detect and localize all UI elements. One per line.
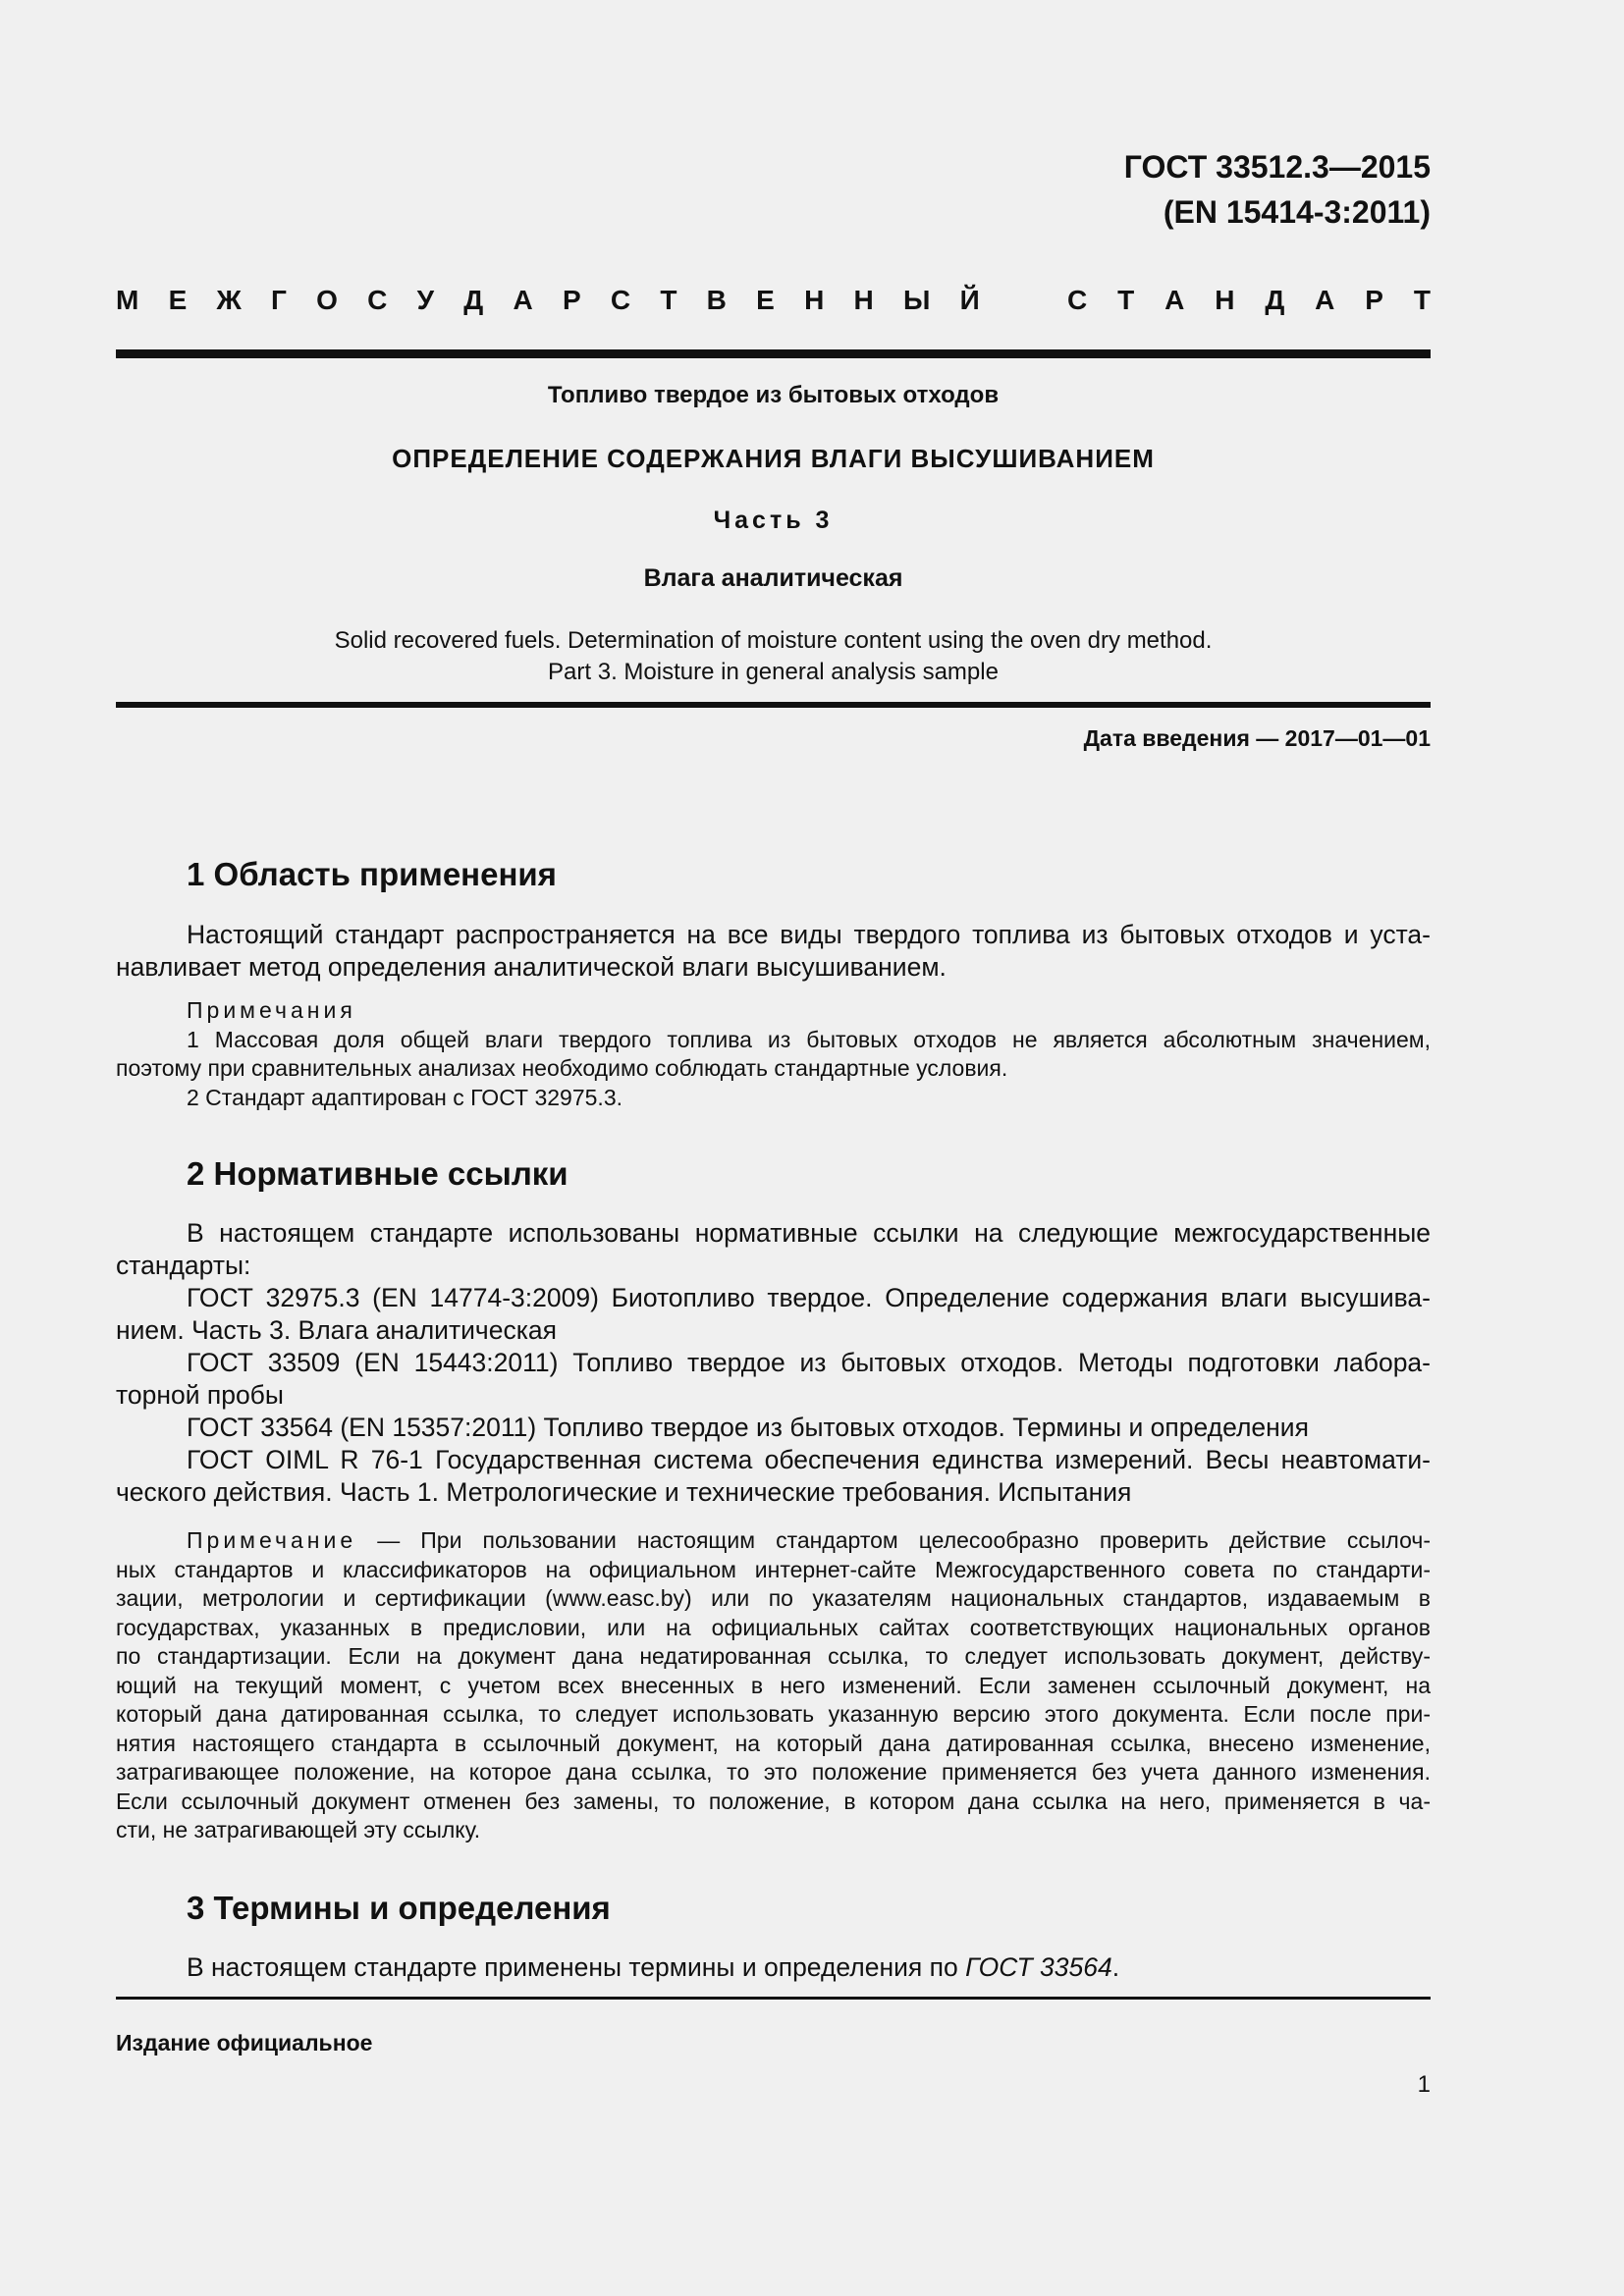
w1-letter: Н [853,285,874,315]
interstate-word-1 [116,285,980,316]
title-line-2: ОПРЕДЕЛЕНИЕ СОДЕРЖАНИЯ ВЛАГИ ВЫСУШИВАНИЕМ [392,444,1155,473]
section-2-note-line-1: ных стандартов и классификаторов на официальном интернет-сайте Межгосударственного совета по стандарти- [116,1556,1431,1582]
section-2-heading: 2 Нормативные ссылки [187,1155,568,1192]
w1-letter: Н [804,285,825,315]
w1-letter: М [116,285,139,315]
w1-letter: С [610,285,631,315]
w2-letter: Н [1215,285,1235,315]
reference-2-line-2: торной пробы [116,1380,284,1410]
reference-1-line-1: ГОСТ 32975.3 (EN 14774-3:2009) Биотопливо твердое. Определение содержания влаги высушива- [187,1283,1431,1312]
title-subtitle: Влага аналитическая [643,564,903,592]
interstate-word-2 [1067,285,1431,316]
section-2-note-line-7: нятия настоящего стандарта в ссылочный документ, на который дана датированная ссылка, внесено изменение, [116,1730,1431,1756]
section-2-body [116,1217,1431,1509]
title-bottom-rule [116,702,1431,708]
w1-letter: Д [463,285,484,315]
w1-letter: Ж [216,285,242,315]
w1-letter: Т [660,285,677,315]
english-title-line-2: Part 3. Moisture in general analysis sample [548,659,999,685]
section-3-heading: 3 Термины и определения [187,1890,611,1926]
w2-letter: А [1315,285,1335,315]
section-3-text: В настоящем стандарте применены термины и определения по [187,1952,966,1982]
en-number: (EN 15414-3:2011) [1163,194,1431,230]
note-label: Примечание [187,1527,357,1553]
w1-letter: А [513,285,533,315]
w2-letter: Д [1265,285,1285,315]
section-2-note-line-5: ющий на текущий момент, с учетом всех внесенных в него изменений. Если заменен ссылочный документ, на [116,1672,1431,1698]
section-2-intro-line-1: В настоящем стандарте использованы нормативные ссылки на следующие межгосударственные [187,1218,1431,1248]
top-thick-rule [116,349,1431,358]
section-2-note [116,1526,1431,1845]
w1-letter: Е [168,285,188,315]
title-line-1: Топливо твердое из бытовых отходов [547,382,1000,408]
official-edition-label: Издание официальное [116,2030,373,2056]
w2-letter: С [1067,285,1088,315]
date-of-introduction: Дата введения — 2017—01—01 [1083,725,1431,751]
reference-1-line-2: нием. Часть 3. Влага аналитическая [116,1315,557,1345]
w1-letter: В [706,285,727,315]
section-2-note-line-10: сти, не затрагивающей эту ссылку. [116,1817,481,1842]
document-page [116,0,1431,2296]
section-1-notes [116,996,1431,1112]
section-1-heading: 1 Область применения [187,856,557,892]
section-3-paragraph [116,1951,1431,1984]
reference-3: ГОСТ 33564 (EN 15357:2011) Топливо твердое из бытовых отходов. Термины и определения [187,1413,1309,1442]
section-2-note-line-6: который дана датированная ссылка, то следует использовать указанную версию этого документа. Если после при- [116,1701,1431,1727]
reference-4-line-2: ческого действия. Часть 1. Метрологические и технические требования. Испытания [116,1477,1132,1507]
section-2-note-line-2: зации, метрологии и сертификации (www.easc.by) или по указателям национальных стандартов, издаваемым в [116,1585,1431,1611]
english-title-line-1: Solid recovered fuels. Determination of moisture content using the oven dry method. [334,627,1213,654]
note-line-0-text: — При пользовании настоящим стандартом целесообразно проверить действие ссылоч- [377,1527,1431,1553]
section-2-note-line-8: затрагивающее положение, на которое дана ссылка, то это положение применяется без учета данного изменения. [116,1759,1431,1785]
interstate-standard-heading [116,285,1431,316]
w1-letter: Р [562,285,581,315]
w1-letter: О [316,285,338,315]
section-1-paragraph [116,919,1431,984]
footer-rule [116,1997,1431,2000]
w1-letter: С [367,285,388,315]
notes-title: Примечания [187,997,356,1023]
english-title [116,625,1431,688]
gost-number: ГОСТ 33512.3—2015 [1123,149,1431,185]
reference-4-line-1: ГОСТ OIML R 76-1 Государственная система обеспечения единства измерений. Весы неавтомати- [187,1445,1431,1474]
section-2-note-line-0 [116,1526,1431,1556]
reference-2-line-1: ГОСТ 33509 (EN 15443:2011) Топливо твердое из бытовых отходов. Методы подготовки лабора- [187,1348,1431,1377]
section-2-note-line-9: Если ссылочный документ отменен без замены, то положение, в котором дана ссылка на него, применяется в ча- [116,1788,1431,1814]
w2-letter: Р [1365,285,1383,315]
w1-letter: Ы [903,285,931,315]
w1-letter: У [416,285,435,315]
section-1-line-2: навливает метод определения аналитической влаги высушиванием. [116,952,947,982]
w2-letter: А [1164,285,1185,315]
section-1-line-1: Настоящий стандарт распространяется на все виды твердого топлива из бытовых отходов и уста- [187,920,1431,949]
section-2-intro-line-2: стандарты: [116,1251,251,1280]
part-label: Часть 3 [713,507,834,534]
note-1-line-1: 1 Массовая доля общей влаги твердого топлива из бытовых отходов не является абсолютным значением, [187,1026,1431,1052]
w2-letter: Т [1413,285,1431,315]
section-3-period: . [1111,1952,1120,1982]
w1-letter: Е [756,285,775,315]
document-number-block [1124,144,1431,235]
note-2: 2 Стандарт адаптирован с ГОСТ 32975.3. [187,1084,623,1110]
w1-letter: Й [959,285,980,315]
section-3-reference-link: ГОСТ 33564 [965,1952,1112,1982]
w2-letter: Т [1117,285,1135,315]
section-2-note-line-3: государствах, указанных в предисловии, или на официальных сайтах соответствующих национальных органов [116,1614,1431,1640]
page-number: 1 [1417,2071,1431,2098]
w1-letter: Г [271,285,287,315]
section-2-note-line-4: по стандартизации. Если на документ дана недатированная ссылка, то следует использовать документ, действу- [116,1643,1431,1669]
note-1-line-2: поэтому при сравнительных анализах необходимо соблюдать стандартные условия. [116,1055,1008,1081]
